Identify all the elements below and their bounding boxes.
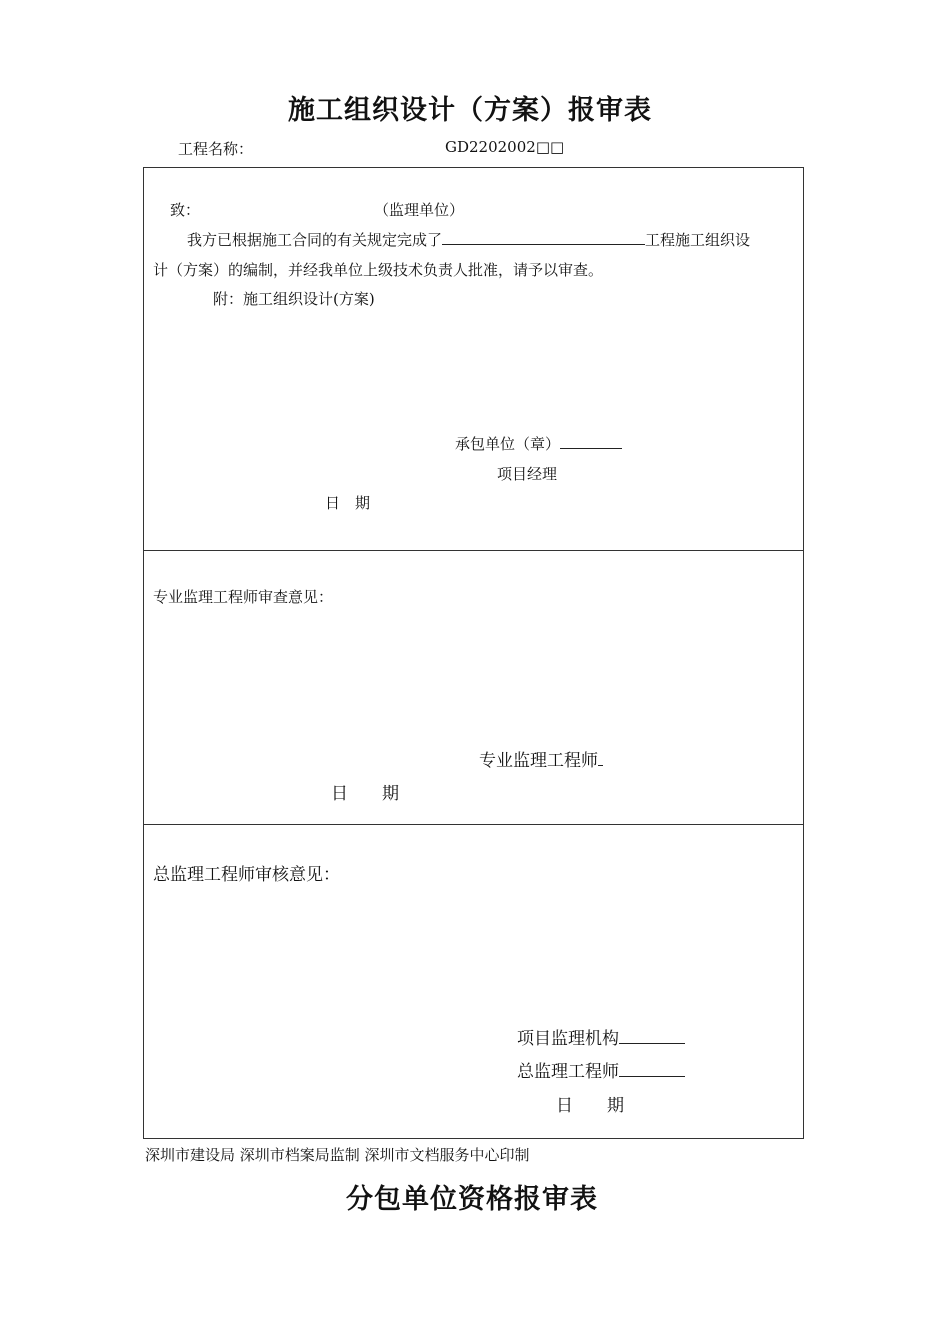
project-name-label: 工程名称： (178, 140, 254, 158)
project-manager-label: 项目经理 (497, 465, 558, 483)
section-divider-1 (143, 550, 804, 551)
submission-text-line2: 计（方案）的编制，并经我单位上级技术负责人批准，请予以审查。 (153, 261, 604, 279)
supervision-org-blank[interactable] (619, 1026, 685, 1044)
section-divider-2 (143, 824, 804, 825)
specialist-engineer-label: 专业监理工程师 (479, 751, 598, 771)
specialist-engineer-row (479, 746, 603, 771)
supervision-org-row (517, 1024, 685, 1049)
chief-signature-blank[interactable] (619, 1059, 685, 1077)
next-form-title: 分包单位资格报审表 (346, 1184, 598, 1215)
section3-date-label: 日 期 (556, 1096, 624, 1116)
section1-date-label: 日 期 (325, 494, 371, 512)
page-title: 施工组织设计（方案）报审表 (288, 95, 652, 126)
submission-text-line1 (187, 229, 750, 250)
chief-engineer-row (517, 1057, 685, 1082)
contractor-label: 承包单位（章） (455, 435, 561, 453)
chief-engineer-label: 总监理工程师 (517, 1062, 619, 1082)
contractor-signature-blank[interactable] (560, 433, 622, 449)
supervision-org-label: 项目监理机构 (517, 1029, 619, 1049)
specialist-opinion-label: 专业监理工程师审查意见： (153, 588, 334, 606)
project-code: GD2202002□□ (445, 138, 565, 156)
chief-opinion-label: 总监理工程师审核意见： (153, 865, 340, 885)
review-form-table (143, 167, 804, 1139)
specialist-signature-blank[interactable] (598, 748, 603, 766)
attachment-label: 附：施工组织设计(方案) (213, 290, 375, 308)
project-name-blank[interactable] (442, 229, 645, 245)
issuer-note: 深圳市建设局 深圳市档案局监制 深圳市文档服务中心印制 (145, 1146, 530, 1164)
submission-text-end: 工程施工组织设 (645, 231, 751, 249)
to-label: 致： (170, 201, 201, 219)
supervisor-unit-label: （监理单位） (374, 201, 465, 219)
submission-text-start: 我方已根据施工合同的有关规定完成了 (187, 231, 443, 249)
contractor-seal-row (455, 433, 622, 454)
section2-date-label: 日 期 (331, 784, 399, 804)
